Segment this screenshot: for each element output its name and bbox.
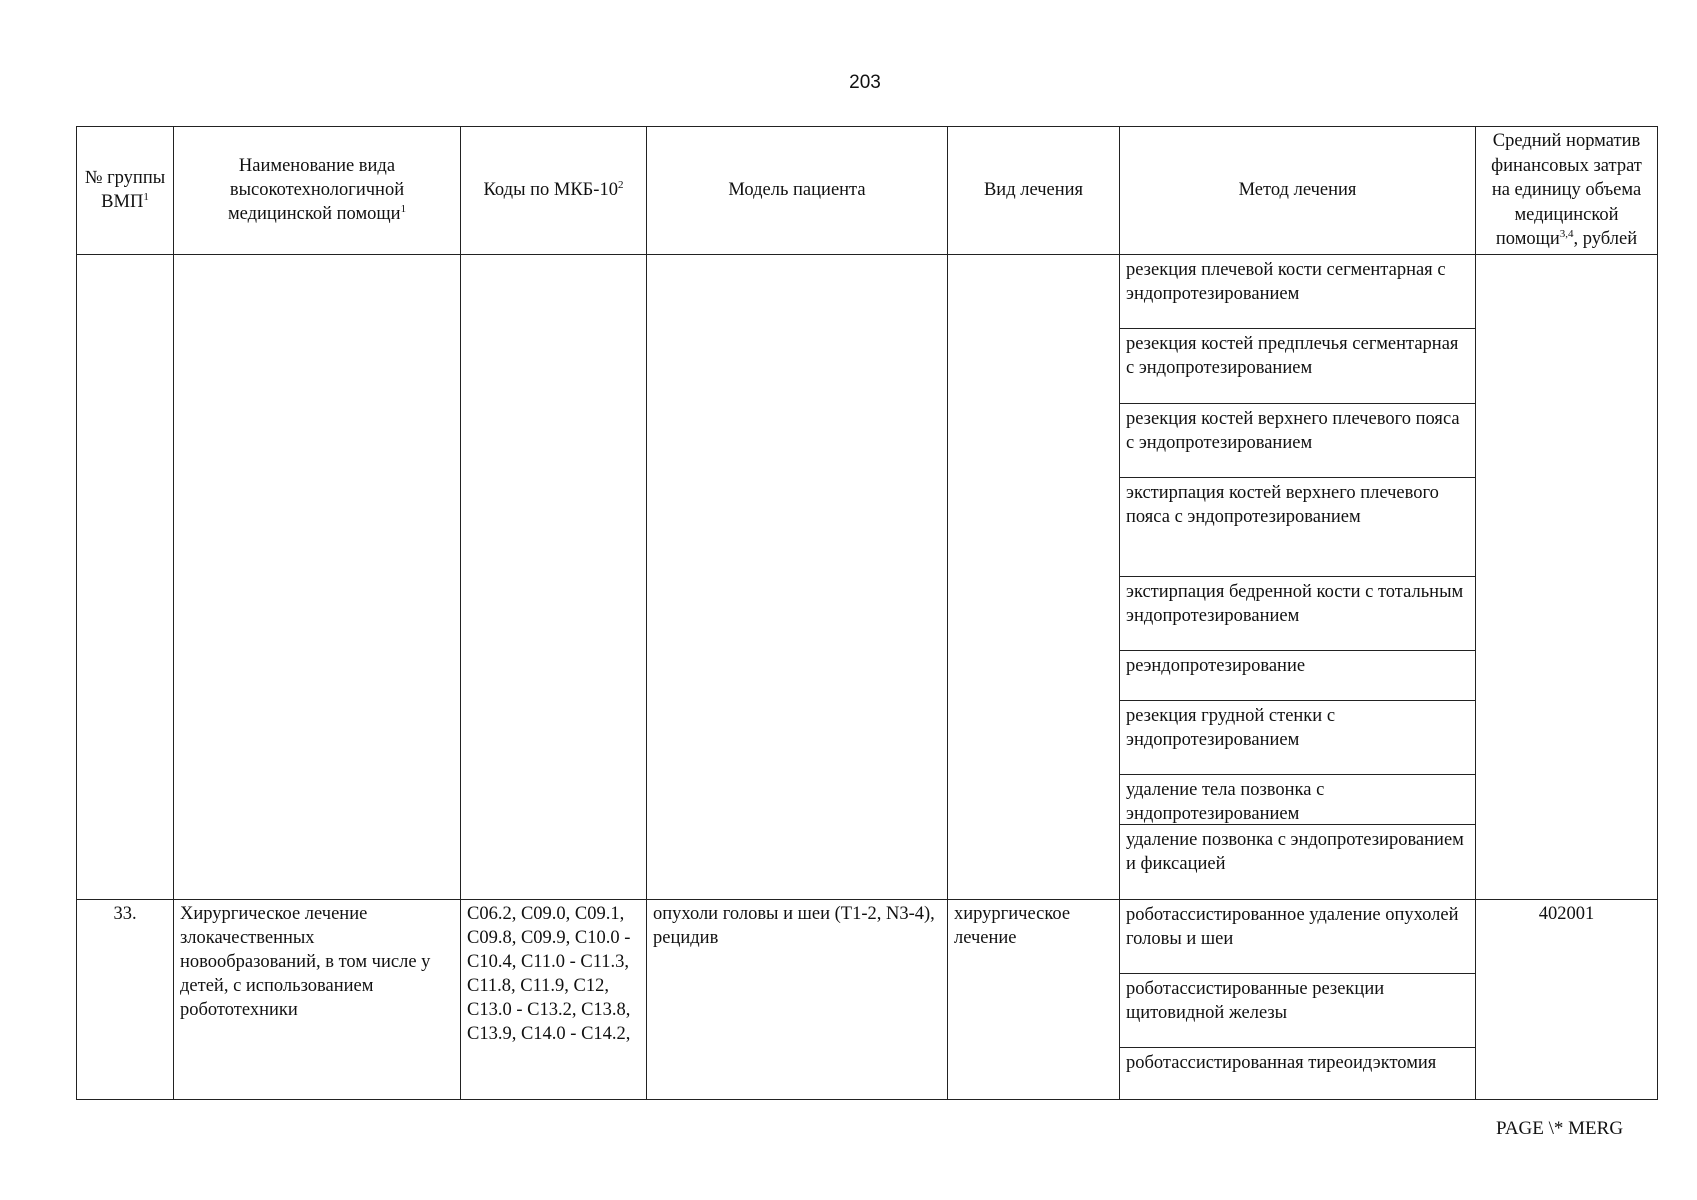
table-header-row [77, 127, 1658, 255]
method-item: роботассистированная тиреоидэктомия [1126, 1052, 1437, 1073]
method-item: резекция плечевой кости сегментарная с эндопротезированием [1120, 255, 1475, 329]
care-type-name-cell: Хирургическое лечение злокачественных новообразований, в том числе у детей, с использованием робототехники [174, 899, 461, 1099]
continuation-codes-cell [461, 254, 647, 899]
header-treatment-type: Вид лечения [948, 127, 1120, 255]
header-icd-codes: Коды по МКБ-$10^2$ [461, 127, 647, 255]
group-number-cell: 33. [77, 899, 174, 1099]
table-row-33 [77, 899, 1658, 1099]
page-number: 203 [849, 72, 881, 93]
method-item: удаление позвонка с эндопротезированием и фиксацией [1126, 829, 1464, 874]
cost-cell: 402001 [1476, 899, 1658, 1099]
continuation-methods-cell [1120, 254, 1476, 899]
continuation-name-cell [174, 254, 461, 899]
method-item: экстирпация костей верхнего плечевого пояса с эндопротезированием [1120, 478, 1475, 577]
continuation-number-cell [77, 254, 174, 899]
icd-codes-cell: C06.2, C09.0, C09.1, C09.8, C09.9, C10.0 - C10.4, C11.0 - C11.3, C11.8, C11.9, C12, C13.0 - C13.2, C13.8, C13.9, C14.0 - C14.2, [461, 899, 647, 1099]
method-item: удаление тела позвонка с эндопротезированием [1120, 775, 1475, 825]
continuation-model-cell [647, 254, 948, 899]
header-group-number: № группы ВМП$^1$ [77, 127, 174, 255]
header-care-type-name: Наименование вида высокотехнологичной медицинской помощи$^1$ [174, 127, 461, 255]
method-item: резекция костей предплечья сегментарная с эндопротезированием [1120, 329, 1475, 404]
vmp-table [76, 126, 1658, 1100]
treatment-methods-cell [1120, 899, 1476, 1099]
continuation-treatment-cell [948, 254, 1120, 899]
method-item: роботассистированные резекции щитовидной железы [1120, 974, 1475, 1048]
method-item: резекция костей верхнего плечевого пояса с эндопротезированием [1120, 404, 1475, 478]
method-item: реэндопротезирование [1120, 651, 1475, 701]
table-row-continuation [77, 254, 1658, 899]
method-item: роботассистированное удаление опухолей головы и шеи [1120, 900, 1475, 974]
page-field-code: PAGE \* MERG [1496, 1118, 1624, 1139]
header-treatment-method: Метод лечения [1120, 127, 1476, 255]
patient-model-cell: опухоли головы и шеи (T1-2, N3-4), рецидив [647, 899, 948, 1099]
header-cost-standard: Средний норматив финансовых затрат на единицу объема медицинской помощи$^{3,4}$, рублей [1476, 127, 1658, 255]
treatment-type-cell: хирургическое лечение [948, 899, 1120, 1099]
continuation-cost-cell [1476, 254, 1658, 899]
method-item: экстирпация бедренной кости с тотальным эндопротезированием [1120, 577, 1475, 651]
method-item: резекция грудной стенки с эндопротезированием [1120, 701, 1475, 775]
header-patient-model: Модель пациента [647, 127, 948, 255]
